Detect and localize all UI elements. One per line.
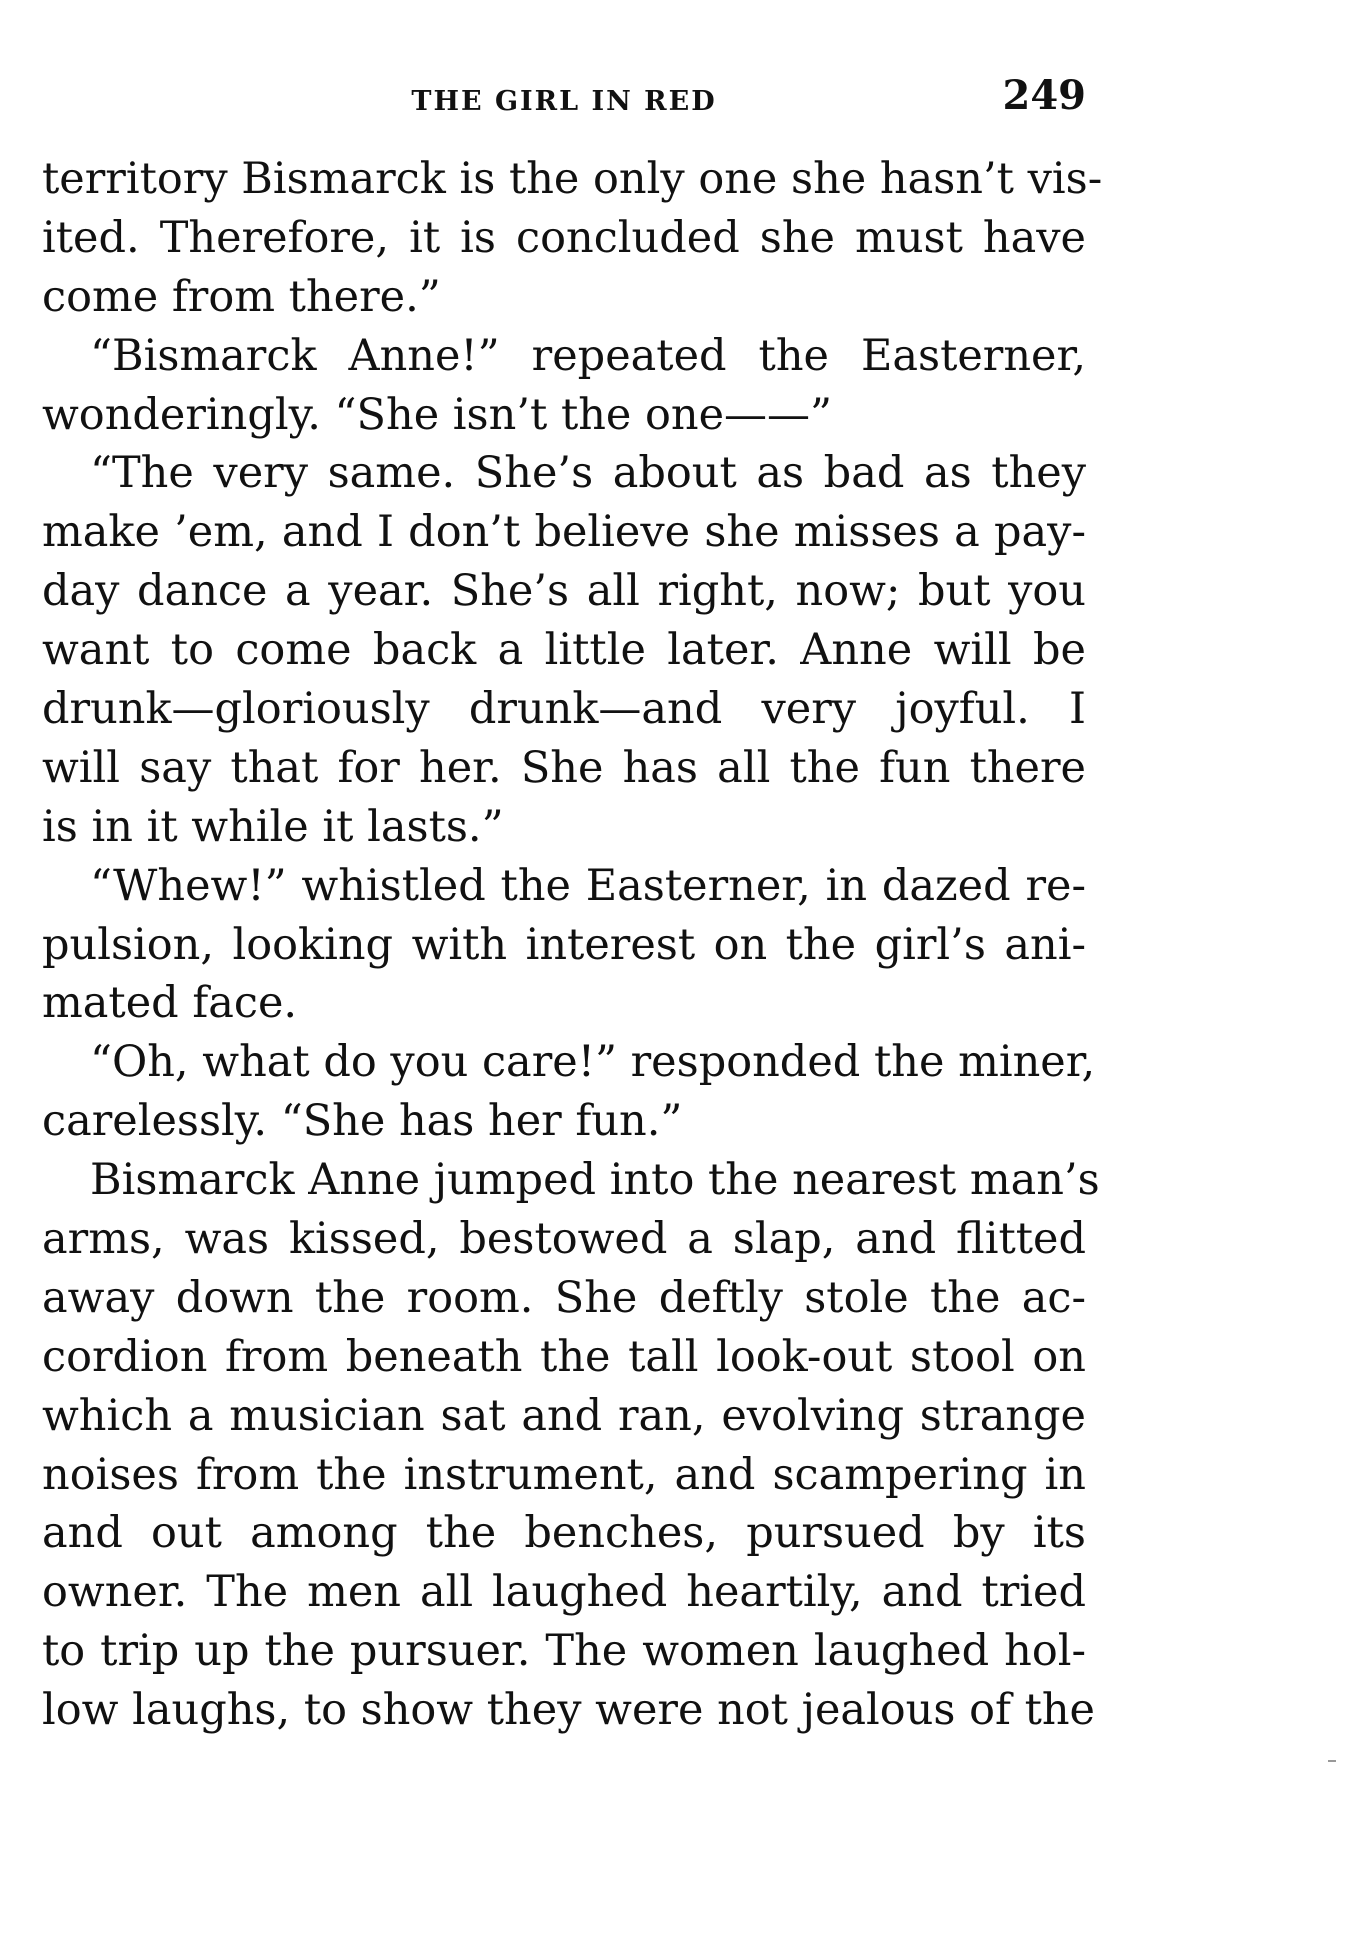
text-line: pulsion, looking with interest on the girl’s ani- xyxy=(42,919,1086,970)
text-line: “The very same. She’s about as bad as they xyxy=(90,448,1086,499)
text-line: owner. The men all laughed heartily, and tried xyxy=(42,1567,1086,1618)
text-line: drunk—gloriously drunk—and very joyful. I xyxy=(42,684,1086,735)
text-line: want to come back a little later. Anne will be xyxy=(42,625,1086,676)
body-text xyxy=(42,150,1103,1740)
text-line: arms, was kissed, bestowed a slap, and flitted xyxy=(42,1214,1086,1265)
running-head xyxy=(42,72,1086,132)
text-line: ited. Therefore, it is concluded she must have xyxy=(42,212,1086,263)
text-line: which a musician sat and ran, evolving strange xyxy=(42,1390,1086,1441)
text-line: wonderingly. “She isn’t the one——” xyxy=(42,389,833,440)
text-line: to trip up the pursuer. The women laughed hol- xyxy=(42,1626,1086,1677)
text-line: Bismarck Anne jumped into the nearest man’s xyxy=(90,1155,1100,1206)
running-title: THE GIRL IN RED xyxy=(411,86,717,117)
text-line: day dance a year. She’s all right, now; but you xyxy=(42,566,1086,617)
page-number: 249 xyxy=(1002,72,1086,119)
text-line: noises from the instrument, and scampering in xyxy=(42,1449,1086,1500)
text-line: come from there.” xyxy=(42,271,441,322)
text-line: is in it while it lasts.” xyxy=(42,801,504,852)
text-line: away down the room. She deftly stole the ac- xyxy=(42,1272,1086,1323)
text-line: “Oh, what do you care!” responded the miner, xyxy=(90,1037,1096,1088)
text-line: and out among the benches, pursued by its xyxy=(42,1508,1086,1559)
text-line: mated face. xyxy=(42,978,298,1029)
text-line: low laughs, to show they were not jealous of the xyxy=(42,1685,1095,1736)
text-line: territory Bismarck is the only one she hasn’t vis- xyxy=(42,154,1103,204)
text-line: “Bismarck Anne!” repeated the Easterner, xyxy=(90,330,1086,381)
text-line: “Whew!” whistled the Easterner, in dazed re- xyxy=(90,860,1086,911)
text-line: make ’em, and I don’t believe she misses a pay- xyxy=(42,507,1086,558)
scan-mark xyxy=(1328,1760,1336,1762)
text-line: will say that for her. She has all the fun there xyxy=(42,742,1086,793)
text-line: cordion from beneath the tall look-out stool on xyxy=(42,1331,1086,1382)
text-line: carelessly. “She has her fun.” xyxy=(42,1096,683,1147)
